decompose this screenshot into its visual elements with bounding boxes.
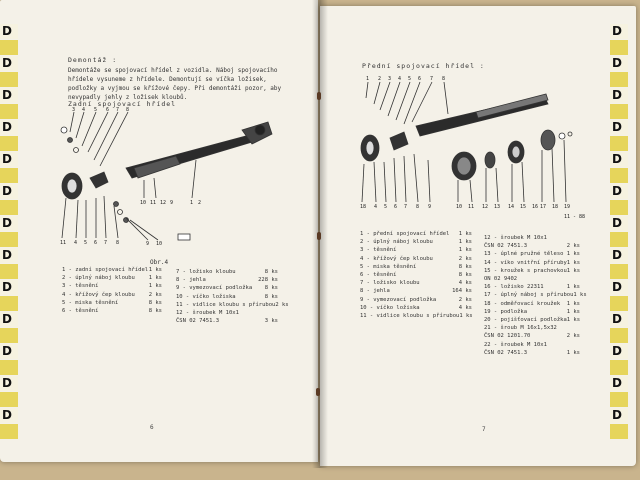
legend-row [176, 301, 289, 309]
legend-row [176, 293, 278, 301]
legend-part-name: 8 - jehla [360, 288, 390, 295]
section-tab-letter [0, 376, 18, 391]
section-tab-letter [610, 88, 628, 103]
legend-quantity: 1 ks [458, 247, 472, 254]
legend-quantity: 1 ks [566, 308, 580, 315]
section-tab-letter [610, 280, 628, 295]
legend-part-name: 1 - přední spojovací hřídel [360, 231, 450, 237]
tab-letter: D [612, 216, 622, 230]
tab-letter: D [2, 248, 12, 262]
section-tab-stripe [0, 392, 18, 407]
legend-quantity: 1 ks [458, 239, 472, 246]
front-callout-b13: 13 [494, 204, 501, 210]
section-tab-letter [610, 344, 628, 359]
legend-part-name: 7 - ložisko kloubu [176, 269, 236, 275]
callout-7b: 7 [104, 240, 108, 246]
legend-row [360, 246, 472, 254]
front-callout-b9: 9 [428, 204, 432, 210]
tab-letter: D [612, 408, 622, 422]
section-tab-stripe [610, 264, 628, 279]
section-tab-stripe [0, 360, 18, 375]
front-callout-b5: 5 [384, 204, 388, 210]
front-callout-b19: 19 [564, 204, 571, 210]
tab-letter: D [612, 280, 622, 294]
section-tab-stripe [0, 264, 18, 279]
page-number-right: 7 [482, 426, 486, 433]
legend-part-name: 19 - podložka [484, 308, 528, 315]
legend-row [484, 316, 580, 324]
legend-row [176, 268, 278, 276]
demontaz-heading: Demontáž : [68, 56, 118, 64]
section-tab-stripe [610, 40, 628, 55]
section-tab-letter [610, 24, 628, 39]
front-callout-5: 5 [408, 76, 412, 82]
section-tab-stripe [610, 296, 628, 311]
callout-4: 4 [82, 107, 86, 113]
legend-quantity: 1 ks [566, 317, 581, 324]
legend-part-name: 2 - úplný náboj kloubu [62, 275, 135, 282]
section-tab-letter [0, 344, 18, 359]
legend-quantity: 2 ks [458, 296, 472, 303]
front-shaft-exploded-diagram [356, 74, 594, 220]
legend-row [360, 296, 472, 304]
front-callout-b8: 8 [416, 204, 420, 210]
callout-6b: 6 [94, 240, 98, 246]
legend-part-name: 16 - ložisko 22311 [484, 284, 544, 291]
tab-letter: D [2, 376, 12, 390]
section-tab-letter [0, 312, 18, 327]
tab-letter: D [2, 88, 12, 102]
legend-row [360, 312, 472, 320]
rear-shaft-legend-right [176, 268, 289, 325]
callout-9b: 9 [146, 241, 150, 247]
section-tab-stripe [0, 72, 18, 87]
tab-letter: D [612, 120, 622, 134]
legend-quantity: 2 ks [148, 291, 162, 298]
section-tab-stripe [0, 136, 18, 151]
legend-quantity: 1 ks [148, 275, 162, 282]
legend-quantity: 8 ks [264, 269, 278, 275]
tab-letter: D [612, 184, 622, 198]
legend-part-name: 5 - miska těsnění [360, 263, 417, 270]
legend-part-name: 10 - víčko ložiska [360, 304, 420, 311]
callout-mid-11: 11 [150, 200, 157, 206]
legend-row [360, 255, 472, 263]
legend-part-name: 9 - vymezovací podložka [360, 296, 437, 303]
legend-part-name: 15 - kroužek s prachovkou [484, 267, 567, 274]
section-tab-stripe [610, 360, 628, 375]
legend-quantity: 8 ks [458, 272, 472, 279]
binding-hole [316, 388, 320, 396]
front-callout-b11: 11 [468, 204, 475, 210]
section-tab-letter [0, 88, 18, 103]
rear-shaft-diagram-title: Zadní spojovací hřídel [68, 100, 177, 108]
legend-part-name: ON 02 9402 [484, 276, 518, 283]
section-tab-stripe [610, 424, 628, 439]
legend-part-name: 10 - víčko ložiska [176, 293, 236, 300]
section-tab-stripe [610, 168, 628, 183]
legend-row [360, 304, 472, 312]
legend-row [484, 349, 580, 357]
section-tab-letter [0, 152, 18, 167]
section-tab-stripe [610, 104, 628, 119]
section-tab-letter [610, 248, 628, 263]
legend-row [176, 284, 278, 292]
front-callout-6: 6 [418, 76, 422, 82]
front-callout-4: 4 [398, 76, 402, 82]
legend-part-name: 9 - vymezovací podložka [176, 285, 253, 292]
legend-part-name: 13 - úplné pružné těleso [484, 251, 564, 258]
right-section-tabs [610, 24, 628, 440]
tab-letter: D [612, 312, 622, 326]
legend-part-name: 18 - odměřovací kroužek [484, 300, 561, 307]
section-tab-stripe [0, 232, 18, 247]
section-tab-stripe [0, 168, 18, 183]
legend-quantity: 1 ks [148, 267, 162, 273]
tab-letter: D [612, 152, 622, 166]
section-tab-stripe [0, 424, 18, 439]
legend-row [62, 299, 162, 307]
section-tab-stripe [0, 40, 18, 55]
tab-letter: D [2, 280, 12, 294]
legend-quantity: 8 ks [264, 293, 278, 300]
binding-hole [317, 92, 321, 100]
tab-letter: D [2, 408, 12, 422]
legend-row [360, 263, 472, 271]
legend-quantity: 1 ks [566, 284, 580, 291]
section-tab-letter [610, 216, 628, 231]
legend-quantity: 1 ks [566, 259, 581, 266]
legend-part-name: 21 - šroub M 16x1,5x32 [484, 325, 557, 332]
legend-part-name: 14 - víko vnitřní příruby [484, 259, 567, 266]
legend-quantity: 1 ks [566, 267, 581, 274]
front-callout-b6: 6 [394, 204, 398, 210]
legend-row [62, 274, 162, 282]
front-callout-b14: 14 [508, 204, 515, 210]
section-tab-letter [610, 56, 628, 71]
legend-part-name: 7 - ložisko kloubu [360, 280, 420, 287]
legend-quantity: 8 ks [264, 285, 278, 292]
tab-letter: D [612, 248, 622, 262]
front-callout-3: 3 [388, 76, 392, 82]
legend-part-name: 12 - šroubek M 10x1 [484, 235, 547, 241]
section-tab-letter [610, 152, 628, 167]
rear-shaft-legend-left [62, 266, 162, 315]
tab-letter: D [2, 56, 12, 70]
tab-letter: D [2, 344, 12, 358]
section-tab-letter [0, 216, 18, 231]
legend-row [484, 283, 580, 291]
legend-row [360, 271, 472, 279]
callout-mid-12: 12 [160, 200, 167, 206]
legend-row [176, 309, 278, 317]
legend-row [176, 317, 278, 325]
legend-row [484, 341, 580, 349]
section-tab-letter [610, 184, 628, 199]
front-callout-8: 8 [442, 76, 446, 82]
tab-letter: D [2, 24, 12, 38]
legend-row [62, 282, 162, 290]
front-callout-b18b: 18 [552, 204, 559, 210]
legend-part-name: 8 - jehla [176, 277, 206, 284]
section-tab-stripe [610, 392, 628, 407]
tab-letter: D [2, 216, 12, 230]
legend-quantity: 1 ks [566, 300, 580, 307]
legend-quantity: 4 ks [458, 304, 472, 311]
front-callout-b15: 15 [520, 204, 527, 210]
legend-row [360, 238, 472, 246]
front-callout-b16: 16 [532, 204, 539, 210]
tab-letter: D [612, 56, 622, 70]
legend-quantity: 1 ks [573, 292, 587, 299]
legend-row [484, 267, 580, 275]
front-callout-b12: 12 [482, 204, 489, 210]
legend-row [484, 300, 580, 308]
front-callout-b4: 4 [374, 204, 378, 210]
legend-row [484, 332, 580, 340]
section-tab-letter [610, 408, 628, 423]
legend-quantity: 2 ks [566, 243, 580, 250]
legend-quantity: 1 ks [566, 349, 580, 356]
legend-quantity: 8 ks [148, 299, 162, 306]
legend-part-name: 6 - těsnění [62, 308, 99, 315]
callout-4b: 4 [74, 240, 78, 246]
legend-quantity: 1 ks [566, 251, 580, 258]
legend-row [484, 242, 580, 250]
legend-part-name: 11 - vidlice kloubu s přírubou [360, 313, 460, 320]
legend-row [484, 324, 580, 332]
tab-letter: D [2, 184, 12, 198]
legend-row [484, 234, 580, 242]
figure-label: Obr.4 [150, 259, 169, 266]
callout-8b: 8 [116, 240, 120, 246]
front-diagram-code: 11 - 88 [564, 214, 586, 220]
section-tab-letter [0, 280, 18, 295]
legend-part-name: 20 - pojišťovací podložka [484, 317, 567, 324]
callout-mid-10: 10 [140, 200, 147, 206]
front-shaft-legend-right [484, 234, 587, 357]
tab-letter: D [612, 24, 622, 38]
legend-quantity: 1 ks [459, 313, 473, 320]
front-shaft-heading: Přední spojovací hřídel : [362, 62, 485, 70]
legend-row [176, 276, 278, 284]
front-callout-b18: 18 [360, 204, 367, 210]
section-tab-stripe [0, 104, 18, 119]
legend-row [360, 287, 472, 295]
section-tab-letter [0, 56, 18, 71]
legend-part-name: ČSN 02 1201.70 [484, 333, 531, 340]
legend-row [484, 291, 587, 299]
tab-letter: D [2, 152, 12, 166]
front-callout-b10: 10 [456, 204, 463, 210]
section-tab-stripe [610, 72, 628, 87]
legend-quantity: 1 ks [458, 231, 472, 237]
legend-quantity: 164 ks [452, 288, 472, 295]
front-callout-1: 1 [366, 76, 370, 82]
callout-5: 5 [94, 107, 98, 113]
demontaz-paragraph: Demontáže se spojovací hřídel z vozidla. Náboj spojovacího hřídele vysuneme z hřídele. Demontují se víčka ložisek, podložky a vyjmou se křížové čepy. Při demontáži pozor, aby nevypadly jehly z ložisek kloubů. [68, 67, 282, 101]
section-tab-letter [610, 312, 628, 327]
section-tab-letter [610, 120, 628, 135]
binding-hole [317, 232, 321, 240]
section-tab-stripe [0, 296, 18, 311]
section-tab-stripe [0, 200, 18, 215]
legend-row [484, 250, 580, 258]
legend-part-name: 1 - zadní spojovací hřídel [62, 267, 149, 273]
section-tab-letter [0, 120, 18, 135]
legend-row [360, 230, 472, 238]
legend-quantity: 8 ks [458, 263, 472, 270]
legend-part-name: 12 - šroubek M 10x1 [176, 310, 239, 317]
rear-shaft-exploded-diagram [56, 108, 276, 258]
legend-part-name: 4 - křížový čep kloubu [62, 291, 135, 298]
front-shaft-legend-left [360, 230, 472, 320]
callout-11: 11 [60, 240, 67, 246]
legend-part-name: 6 - těsnění [360, 272, 397, 279]
page-number-left: 6 [150, 424, 154, 431]
legend-quantity: 228 ks [258, 277, 278, 284]
section-tab-stripe [610, 328, 628, 343]
section-tab-letter [0, 408, 18, 423]
legend-quantity: 3 ks [264, 318, 278, 325]
front-callout-2: 2 [378, 76, 382, 82]
legend-part-name: ČSN 02 7451.3 [484, 243, 528, 250]
legend-row [484, 259, 580, 267]
front-callout-b17: 17 [540, 204, 547, 210]
callout-6: 6 [106, 107, 110, 113]
legend-part-name: 3 - těsnění [360, 247, 397, 254]
tab-letter: D [2, 312, 12, 326]
legend-quantity: 2 ks [275, 301, 289, 308]
legend-part-name: ČSN 02 7451.3 [484, 349, 528, 356]
legend-part-name: 2 - úplný náboj kloubu [360, 239, 433, 246]
callout-mid-9: 9 [170, 200, 174, 206]
section-tab-stripe [0, 328, 18, 343]
legend-quantity: 4 ks [458, 280, 472, 287]
section-tab-letter [0, 24, 18, 39]
section-tab-stripe [610, 200, 628, 215]
legend-part-name: 22 - šroubek M 10x1 [484, 341, 547, 348]
callout-7: 7 [116, 107, 120, 113]
tab-letter: D [612, 344, 622, 358]
legend-row [62, 307, 162, 315]
front-callout-7: 7 [430, 76, 434, 82]
legend-row [360, 279, 472, 287]
legend-quantity: 2 ks [566, 333, 580, 340]
section-tab-stripe [610, 232, 628, 247]
tab-letter: D [612, 376, 622, 390]
legend-part-name: 11 - vidlice kloubu s přírubou [176, 301, 276, 308]
tab-letter: D [612, 88, 622, 102]
section-tab-letter [0, 248, 18, 263]
section-tab-letter [610, 376, 628, 391]
callout-8: 8 [126, 107, 130, 113]
legend-row [484, 275, 580, 283]
legend-quantity: 2 ks [458, 255, 472, 262]
legend-part-name: 3 - těsnění [62, 283, 99, 290]
front-callout-b7: 7 [404, 204, 408, 210]
legend-quantity: 1 ks [148, 283, 162, 290]
callout-3: 3 [72, 107, 76, 113]
legend-quantity: 8 ks [148, 308, 162, 315]
callout-5b: 5 [84, 240, 88, 246]
section-tab-letter [0, 184, 18, 199]
legend-row [484, 308, 580, 316]
legend-part-name: ČSN 02 7451.3 [176, 318, 220, 325]
callout-10b: 10 [156, 241, 163, 247]
callout-mid-1: 1 [190, 200, 194, 206]
legend-part-name: 5 - miska těsnění [62, 299, 119, 306]
left-section-tabs [0, 24, 18, 440]
legend-part-name: 4 - křížový čep kloubu [360, 255, 433, 262]
legend-row [62, 291, 162, 299]
legend-row [62, 266, 162, 274]
callout-mid-2: 2 [198, 200, 202, 206]
legend-part-name: 17 - úplný náboj s přírubou [484, 292, 574, 299]
tab-letter: D [2, 120, 12, 134]
section-tab-stripe [610, 136, 628, 151]
